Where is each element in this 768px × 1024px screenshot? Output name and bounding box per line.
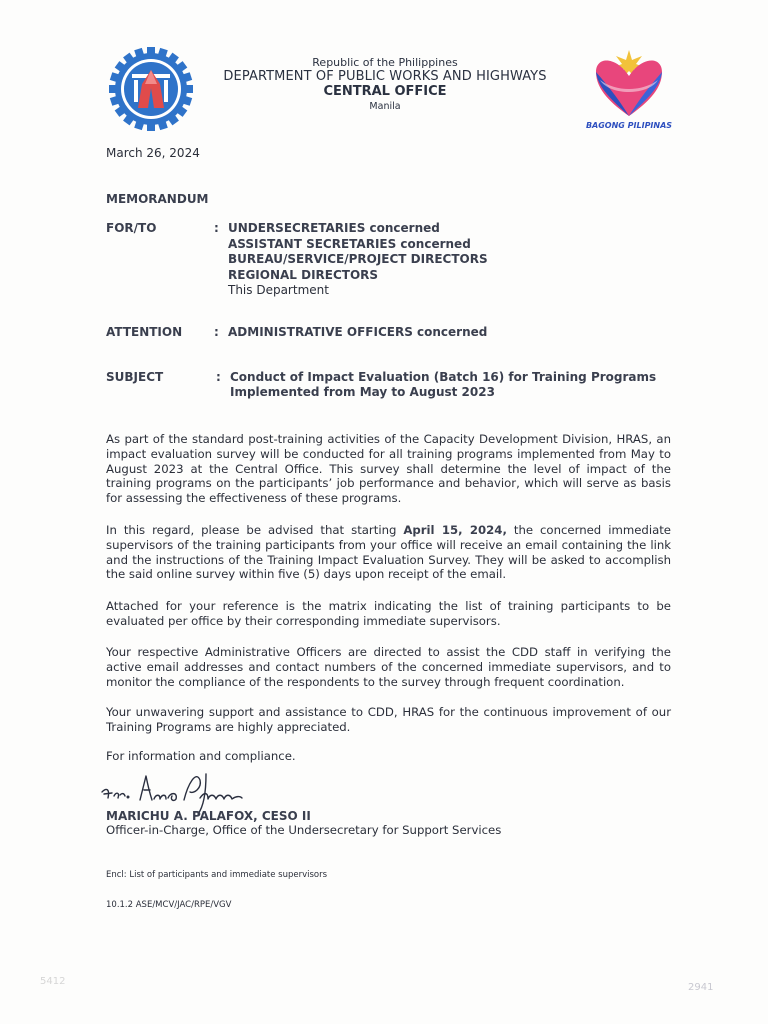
reference-code: 10.1.2 ASE/MCV/JAC/RPE/VGV [106,900,232,910]
subject-value [230,370,656,400]
subject-line-2: Implemented from May to August 2023 [230,385,495,399]
for-to-colon: : [214,221,219,235]
body-paragraph-4: Your respective Administrative Officers are directed to assist the CDD staff in verifying the active email addresses and contact numbers of the concerned immediate supervisors, and to monitor the compliance of the respondents to the survey through frequent coordination. [106,645,671,689]
signatory-name: MARICHU A. PALAFOX, CESO II [106,809,311,823]
header-office: CENTRAL OFFICE [323,84,447,99]
dpwh-seal-logo [106,44,196,134]
p2-text-pre: In this regard, please be advised that starting [106,523,404,537]
enclosure-note: Encl: List of participants and immediate supervisors [106,870,328,880]
header-department: DEPARTMENT OF PUBLIC WORKS AND HIGHWAYS [223,69,547,84]
memo-date: March 26, 2024 [106,146,200,160]
recipient-item: REGIONAL DIRECTORS [228,267,379,282]
header-city: Manila [369,101,401,112]
p2-start-date: April 15, 2024, [403,523,507,537]
header-republic: Republic of the Philippines [312,56,458,69]
attention-colon: : [214,325,219,339]
body-paragraph-3: Attached for your reference is the matrix indicating the list of training participants to be evaluated per office by their corresponding immediate supervisors. [106,599,671,628]
subject-colon: : [216,370,221,384]
body-paragraph-5: Your unwavering support and assistance to CDD, HRAS for the continuous improvement of our Training Programs are highly appreciated. [106,705,671,734]
attention-label: ATTENTION [106,325,183,339]
recipient-item: ASSISTANT SECRETARIES concerned [228,236,471,251]
recipient-list [228,221,488,299]
body-paragraph-2 [106,523,671,582]
closing-line: For information and compliance. [106,749,296,763]
handwritten-number-right: 2941 [688,982,714,993]
memo-label: MEMORANDUM [106,192,209,206]
recipient-item: BUREAU/SERVICE/PROJECT DIRECTORS [228,252,488,266]
p2-text-post: the concerned immediate supervisors of the training participants from your office will receive an email containing the link and the instructions of the Training Impact Evaluation Survey. They will be asked to accomplish the said online survey within five (5) days upon receipt of the email. [106,523,672,582]
attention-value: ADMINISTRATIVE OFFICERS concerned [228,325,488,339]
bagong-pilipinas-text: BAGONG PILIPINAS [586,121,672,130]
for-to-label: FOR/TO [106,221,157,235]
signatory-title: Officer-in-Charge, Office of the Undersecretary for Support Services [106,823,502,837]
body-paragraph-1: As part of the standard post-training activities of the Capacity Development Division, HRAS, an impact evaluation survey will be conducted for all training programs implemented from May to August 2023 at the Central Office. This survey shall determine the level of impact of the training programs on the participants’ job performance and behavior, which will serve as basis for assessing the effectiveness of these programs. [106,432,671,506]
bagong-pilipinas-logo [586,42,672,132]
recipient-item: This Department [228,283,329,297]
faint-stamp-left: 5412 [40,976,66,987]
recipient-item: UNDERSECRETARIES concerned [228,221,440,235]
subject-label: SUBJECT [106,370,164,384]
subject-line-1: Conduct of Impact Evaluation (Batch 16) for Training Programs [230,370,657,384]
